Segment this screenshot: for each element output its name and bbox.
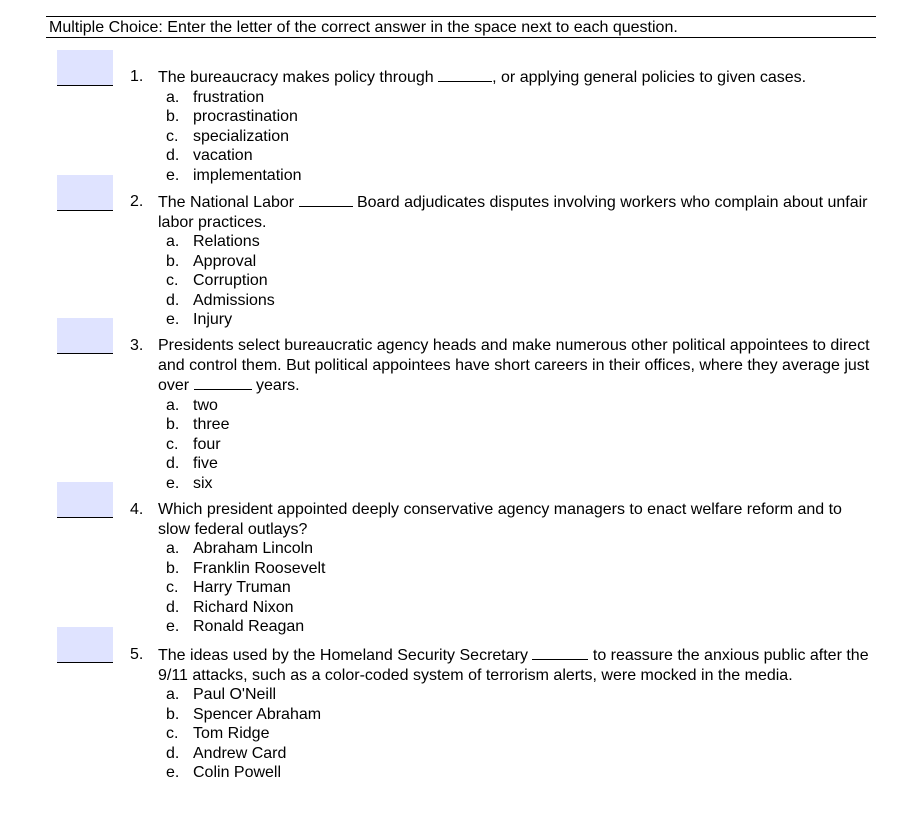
question-stem: [130, 67, 870, 88]
question-text-before: Which president appointed deeply conservative agency managers to enact welfare reform and to slow federal outlays?: [158, 501, 842, 538]
fill-in-blank: [438, 67, 492, 82]
choice-item: [130, 474, 870, 494]
choice-text: Abraham Lincoln: [193, 540, 314, 557]
choice-letter: d.: [166, 291, 180, 309]
choice-item: [130, 166, 870, 186]
question-text-before: The National Labor: [158, 194, 299, 211]
choice-item: [130, 724, 870, 744]
choice-letter: b.: [166, 559, 180, 577]
choice-letter: a.: [166, 88, 180, 106]
choice-text: Franklin Roosevelt: [193, 559, 326, 577]
choice-item: [130, 539, 870, 559]
choice-list: [130, 685, 870, 783]
choice-list: [130, 539, 870, 637]
choice-item: [130, 415, 870, 435]
choice-letter: d.: [166, 147, 180, 164]
choice-item: [130, 454, 870, 474]
choice-text: Ronald Reagan: [193, 618, 305, 635]
choice-item: [130, 435, 870, 455]
question-number: 5.: [130, 646, 144, 663]
choice-text: five: [193, 455, 218, 472]
choice-letter: b.: [166, 108, 180, 125]
choice-letter: a.: [166, 396, 180, 414]
choice-item: [130, 598, 870, 618]
choice-text: Colin Powell: [193, 764, 282, 781]
choice-text: Corruption: [193, 272, 268, 289]
question-text: [158, 645, 870, 685]
question-number: 1.: [130, 68, 144, 85]
choice-list: [130, 232, 870, 330]
choice-list: [130, 88, 870, 186]
answer-field-4[interactable]: [57, 482, 113, 518]
question-2: [130, 192, 870, 330]
choice-letter: d.: [166, 598, 180, 616]
choice-text: specialization: [193, 127, 290, 145]
fill-in-blank: [299, 192, 353, 207]
choice-item: [130, 559, 870, 579]
choice-text: Spencer Abraham: [193, 705, 322, 723]
question-stem: [130, 336, 870, 396]
choice-letter: c.: [166, 127, 179, 145]
question-text-after: years.: [251, 377, 300, 394]
fill-in-blank: [194, 375, 252, 390]
choice-letter: b.: [166, 252, 180, 270]
choice-item: [130, 578, 870, 598]
choice-text: three: [193, 416, 230, 433]
choice-letter: e.: [166, 311, 180, 328]
question-number: 3.: [130, 337, 144, 354]
choice-letter: d.: [166, 455, 180, 472]
question-text-after: Board adjudicates disputes involving workers who complain about unfair labor practices.: [158, 194, 868, 231]
choice-item: [130, 146, 870, 166]
choice-text: frustration: [193, 88, 265, 106]
answer-field-5[interactable]: [57, 627, 113, 663]
choice-text: two: [193, 396, 218, 414]
question-3: [130, 336, 870, 493]
question-text-before: The bureaucracy makes policy through: [158, 69, 439, 86]
question-stem: [130, 500, 870, 539]
choice-text: implementation: [193, 166, 302, 184]
choice-letter: c.: [166, 435, 179, 453]
choice-item: [130, 271, 870, 291]
question-text: [158, 500, 870, 539]
choice-letter: b.: [166, 416, 180, 433]
choice-text: Injury: [193, 311, 233, 328]
question-text-before: The ideas used by the Homeland Security Secretary: [158, 647, 533, 664]
choice-text: six: [193, 474, 213, 492]
choice-item: [130, 310, 870, 330]
question-1: [130, 67, 870, 185]
choice-letter: d.: [166, 744, 180, 762]
choice-text: Tom Ridge: [193, 725, 270, 742]
choice-item: [130, 291, 870, 311]
question-text-before: Presidents select bureaucratic agency heads and make numerous other political appointees to direct and control them. But political appointees have short careers in their offices, where they average just over: [158, 337, 870, 394]
choice-letter: e.: [166, 618, 180, 635]
choice-letter: c.: [166, 725, 179, 742]
choice-letter: a.: [166, 686, 180, 703]
choice-letter: b.: [166, 705, 180, 723]
answer-field-3[interactable]: [57, 318, 113, 354]
choice-letter: a.: [166, 540, 180, 557]
question-number: 2.: [130, 193, 144, 210]
question-text-after: , or applying general policies to given cases.: [492, 69, 807, 86]
question-number: 4.: [130, 501, 144, 518]
choice-letter: a.: [166, 233, 180, 250]
instructions-header: Multiple Choice: Enter the letter of the correct answer in the space next to each question.: [46, 16, 876, 38]
choice-item: [130, 107, 870, 127]
choice-item: [130, 127, 870, 147]
choice-item: [130, 396, 870, 416]
fill-in-blank: [532, 645, 588, 660]
choice-item: [130, 705, 870, 725]
question-4: [130, 500, 870, 637]
choice-text: Admissions: [193, 291, 275, 309]
choice-item: [130, 744, 870, 764]
choice-letter: c.: [166, 579, 179, 596]
question-text: [158, 336, 870, 396]
choice-text: four: [193, 435, 221, 453]
question-stem: [130, 192, 870, 232]
choice-letter: e.: [166, 764, 180, 781]
answer-field-1[interactable]: [57, 50, 113, 86]
choice-text: procrastination: [193, 108, 298, 125]
question-text: [158, 67, 870, 88]
question-text: [158, 192, 870, 232]
choice-item: [130, 252, 870, 272]
question-5: [130, 645, 870, 783]
choice-item: [130, 232, 870, 252]
choice-text: vacation: [193, 147, 253, 164]
choice-item: [130, 88, 870, 108]
choice-text: Andrew Card: [193, 744, 287, 762]
choice-letter: e.: [166, 166, 180, 184]
choice-item: [130, 617, 870, 637]
choice-text: Richard Nixon: [193, 598, 294, 616]
answer-field-2[interactable]: [57, 175, 113, 211]
choice-text: Paul O'Neill: [193, 686, 277, 703]
choice-text: Harry Truman: [193, 579, 291, 596]
choice-list: [130, 396, 870, 494]
choice-letter: c.: [166, 272, 179, 289]
question-text-after: to reassure the anxious public after the 9/11 attacks, such as a color-coded system of terrorism alerts, were mocked in the media.: [158, 647, 869, 684]
question-stem: [130, 645, 870, 685]
choice-item: [130, 763, 870, 783]
choice-text: Approval: [193, 252, 257, 270]
choice-item: [130, 685, 870, 705]
choice-text: Relations: [193, 233, 260, 250]
choice-letter: e.: [166, 474, 180, 492]
